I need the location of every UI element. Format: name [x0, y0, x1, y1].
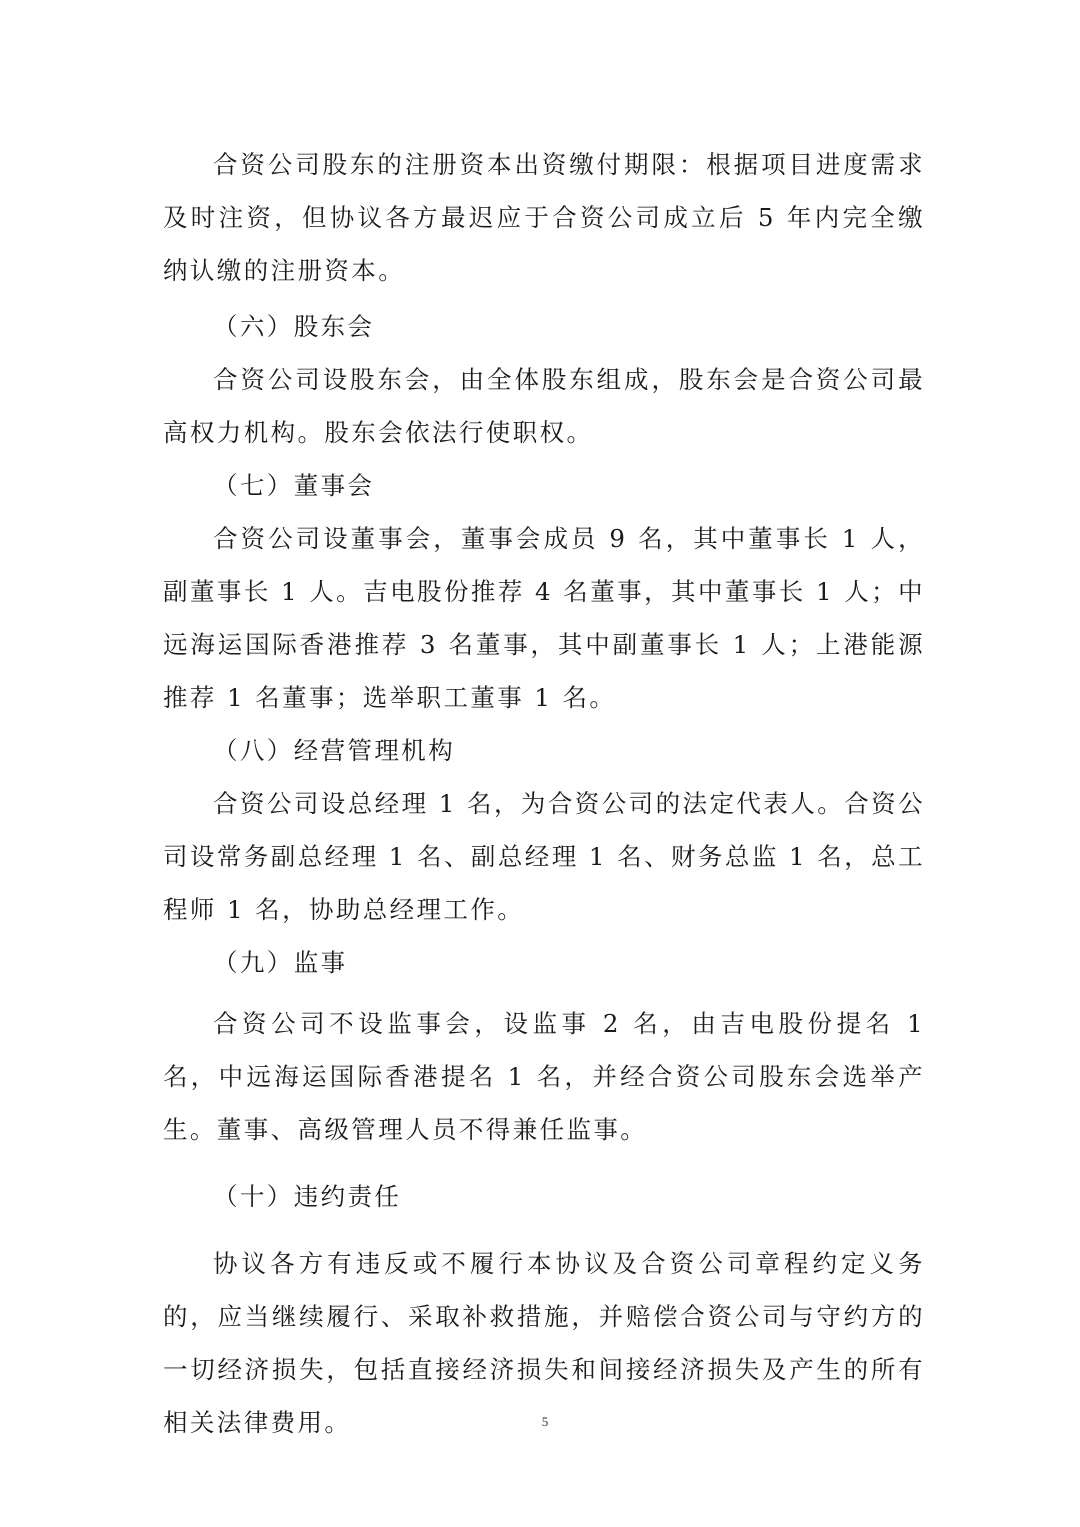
section-heading-liability-for-breach: （十）违约责任 — [213, 1182, 402, 1211]
paragraph-board-of-directors: 合资公司设董事会，董事会成员 9 名，其中董事长 1 人，副董事长 1 人。吉电股份推荐 4 名董事，其中董事长 1 人；中远海运国际香港推荐 3 名董事，其中副董事长 1 人；上港能源推荐 1 名董事；选举职工董事 1 名。 — [163, 524, 925, 712]
paragraph-liability-for-breach: 协议各方有违反或不履行本协议及合资公司章程约定义务的，应当继续履行、采取补救措施，并赔偿合资公司与守约方的一切经济损失，包括直接经济损失和间接经济损失及产生的所有相关法律费用。 — [163, 1249, 925, 1437]
section-heading-management: （八）经营管理机构 — [213, 736, 456, 765]
section-heading-shareholders-meeting: （六）股东会 — [213, 312, 375, 341]
section-heading-supervisors: （九）监事 — [213, 948, 348, 977]
section-heading-board-of-directors: （七）董事会 — [213, 471, 375, 500]
paragraph-capital-contribution-deadline: 合资公司股东的注册资本出资缴付期限：根据项目进度需求及时注资，但协议各方最迟应于合资公司成立后 5 年内完全缴纳认缴的注册资本。 — [163, 150, 925, 285]
paragraph-management: 合资公司设总经理 1 名，为合资公司的法定代表人。合资公司设常务副总经理 1 名、副总经理 1 名、财务总监 1 名，总工程师 1 名，协助总经理工作。 — [163, 789, 925, 924]
paragraph-supervisors: 合资公司不设监事会，设监事 2 名，由吉电股份提名 1 名，中远海运国际香港提名 1 名，并经合资公司股东会选举产生。董事、高级管理人员不得兼任监事。 — [163, 1009, 925, 1144]
page-number: 5 — [541, 1414, 549, 1429]
paragraph-shareholders-meeting: 合资公司设股东会，由全体股东组成，股东会是合资公司最高权力机构。股东会依法行使职权。 — [163, 365, 925, 447]
document-body — [163, 138, 925, 1449]
